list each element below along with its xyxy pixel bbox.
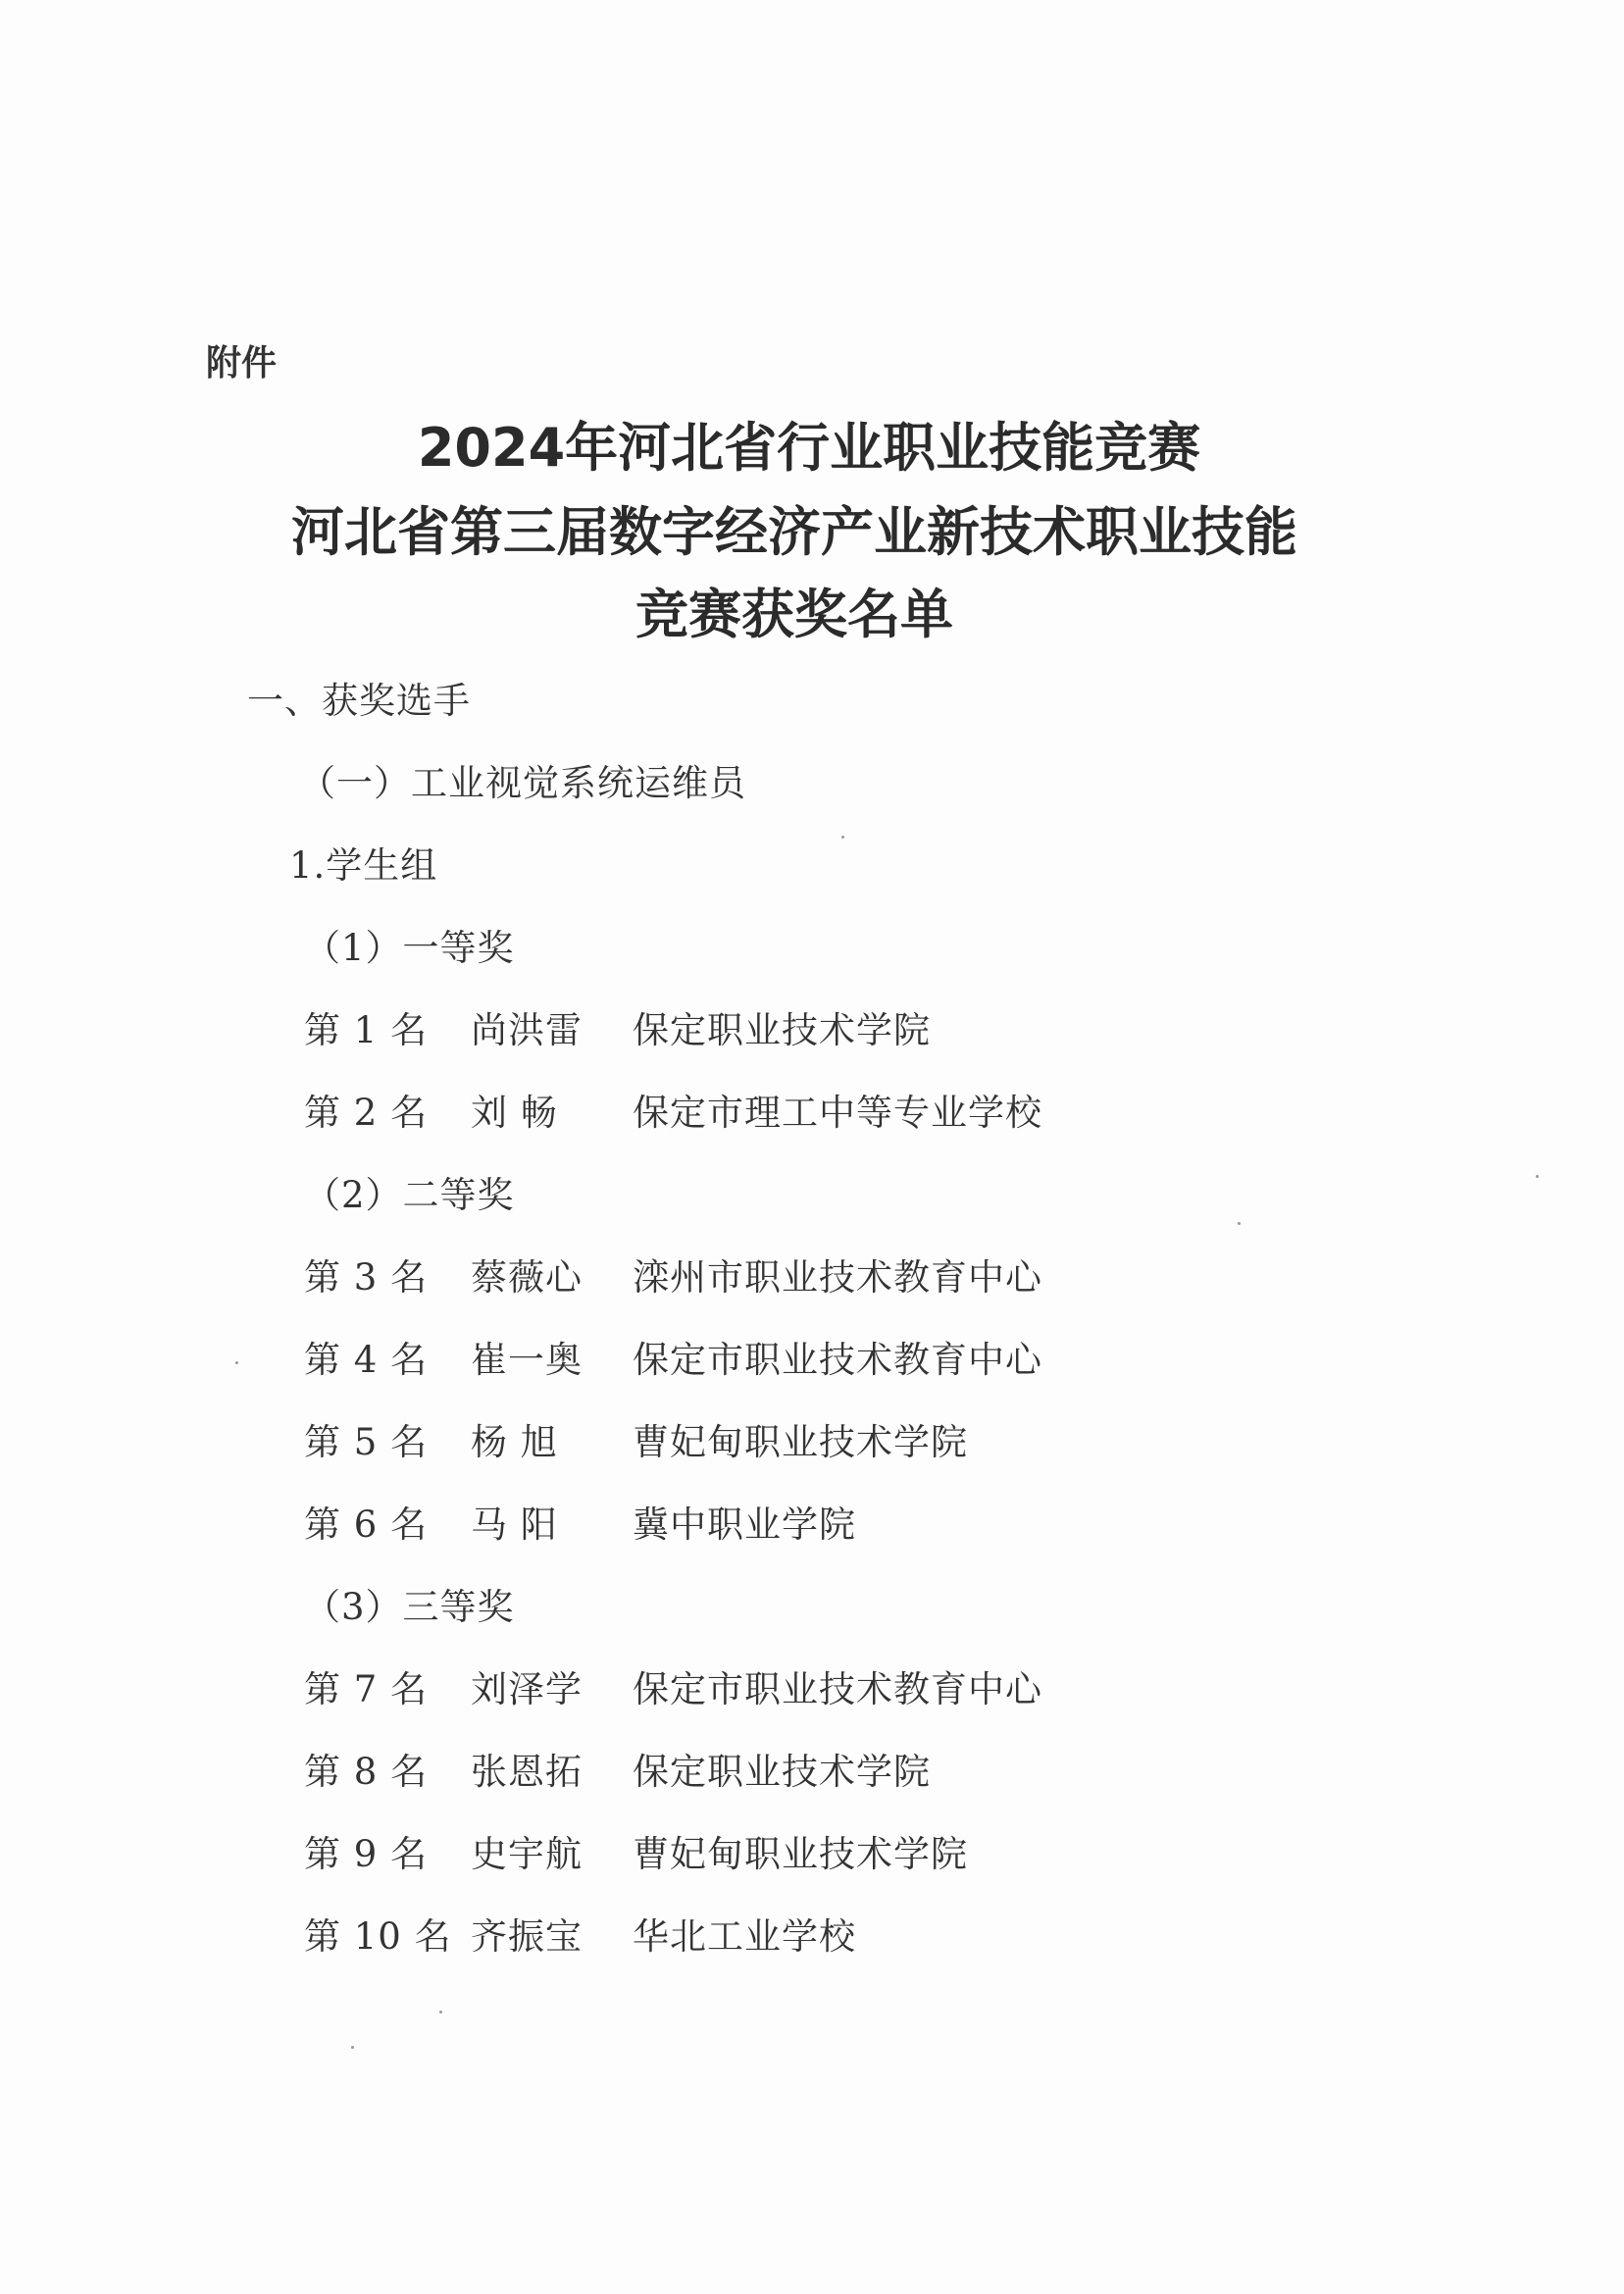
winner-rank: 第 10 名 <box>304 1915 452 1958</box>
winner-name: 崔一奥 <box>471 1339 583 1381</box>
winner-rank: 第 4 名 <box>304 1339 429 1381</box>
group-heading: 1.学生组 <box>289 844 438 887</box>
scan-speck <box>1536 1175 1539 1178</box>
winner-row <box>304 1824 968 1877</box>
winner-school: 曹妃甸职业技术学院 <box>633 1833 968 1875</box>
award-level-heading: （3）三等奖 <box>304 1586 515 1628</box>
winner-rank: 第 6 名 <box>304 1504 429 1546</box>
scan-speck <box>1238 1222 1241 1225</box>
winner-school: 曹妃甸职业技术学院 <box>633 1421 968 1463</box>
winner-rank: 第 9 名 <box>304 1833 429 1875</box>
winner-name: 马 阳 <box>471 1504 558 1546</box>
winner-name: 刘 畅 <box>471 1092 558 1134</box>
winner-row <box>304 1907 856 1960</box>
winner-row <box>304 1000 931 1053</box>
winner-name: 史宇航 <box>471 1833 583 1875</box>
winner-row <box>304 1248 1042 1300</box>
winner-rank: 第 1 名 <box>304 1009 429 1051</box>
winner-row <box>304 1083 1042 1136</box>
attachment-label: 附件 <box>206 343 278 383</box>
winner-rank: 第 5 名 <box>304 1421 429 1463</box>
winner-name: 杨 旭 <box>471 1421 558 1463</box>
title-line-2: 河北省第三届数字经济产业新技术职业技能 <box>291 501 1297 563</box>
winner-rank: 第 7 名 <box>304 1668 429 1710</box>
winner-row <box>304 1659 1042 1712</box>
scan-speck <box>235 1361 238 1364</box>
winner-row <box>304 1412 968 1465</box>
section-heading: 一、获奖选手 <box>247 680 471 722</box>
award-level-heading: （2）二等奖 <box>304 1174 515 1216</box>
winner-school: 保定市职业技术教育中心 <box>633 1339 1042 1381</box>
winner-name: 刘泽学 <box>471 1668 583 1710</box>
winner-row <box>304 1495 856 1548</box>
winner-name: 张恩拓 <box>471 1751 583 1793</box>
winner-school: 滦州市职业技术教育中心 <box>633 1256 1042 1299</box>
winner-school: 冀中职业学院 <box>633 1504 856 1546</box>
title-line-1: 2024年河北省行业职业技能竞赛 <box>417 417 1201 479</box>
winner-rank: 第 2 名 <box>304 1092 429 1134</box>
winner-row <box>304 1330 1042 1383</box>
scan-speck <box>351 2046 354 2049</box>
winner-school: 保定职业技术学院 <box>633 1751 931 1793</box>
subsection-heading: （一）工业视觉系统运维员 <box>299 762 746 804</box>
winner-name: 尚洪雷 <box>471 1009 583 1051</box>
winner-name: 齐振宝 <box>471 1915 583 1958</box>
winner-name: 蔡薇心 <box>471 1256 583 1299</box>
scan-speck <box>439 2011 442 2014</box>
winner-school: 保定职业技术学院 <box>633 1009 931 1051</box>
winner-school: 保定市理工中等专业学校 <box>633 1092 1042 1134</box>
winner-row <box>304 1742 931 1795</box>
winner-rank: 第 8 名 <box>304 1751 429 1793</box>
award-level-heading: （1）一等奖 <box>304 927 515 969</box>
scan-speck <box>841 836 844 839</box>
winner-school: 华北工业学校 <box>633 1915 856 1958</box>
winner-school: 保定市职业技术教育中心 <box>633 1668 1042 1710</box>
title-line-3: 竞赛获奖名单 <box>635 584 953 645</box>
winner-rank: 第 3 名 <box>304 1256 429 1299</box>
